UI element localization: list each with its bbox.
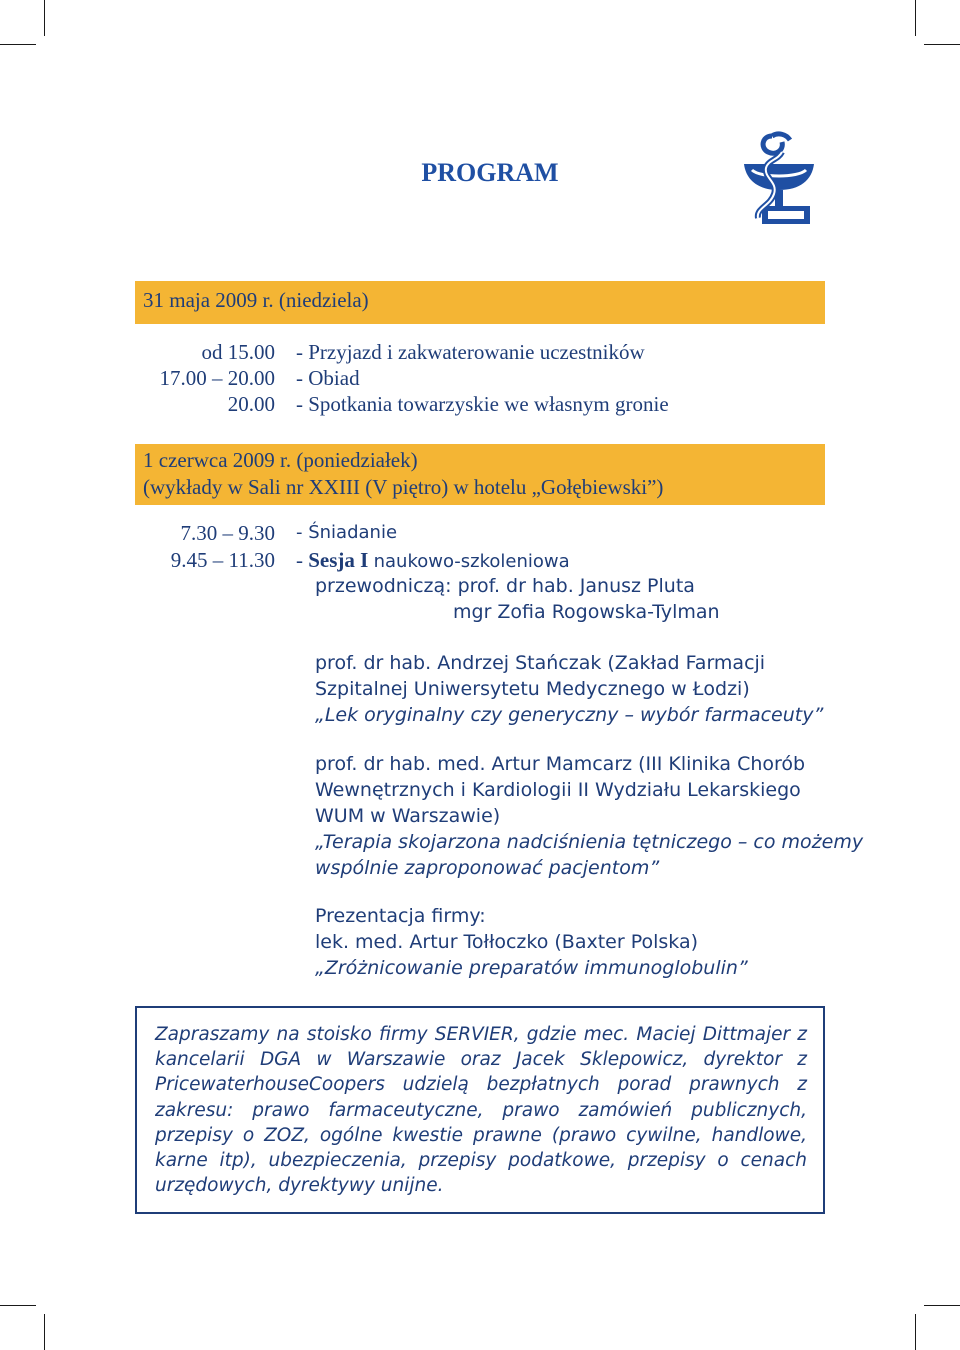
talk-affiliation: WUM w Warszawie) [315,805,501,827]
talk-title: wspólnie zaproponować pacjentom” [315,857,660,879]
crop-mark [924,1305,960,1306]
day-header: 31 maja 2009 r. (niedziela) [135,281,825,324]
notice-text: Zapraszamy na stoisko firmy SERVIER, gdzie mec. Maciej Dittmajer z kancelarii DGA w Warszawie oraz Jacek Sklepowicz, dyrektor z PricewaterhouseCoopers udzielą bezpłatnych porad prawnych z zakresu: prawo farmaceutyczne, prawo zamówień publicznych, przepisy o ZOZ, ogólne kwestie prawne (prawo cywilne, handlowe, karne itp), ubezpieczenia, przepisy podatkowe, przepisy o cenach urzędowych, dyrektywy unijne. [155,1024,807,1197]
talk [315,650,823,728]
session-chairs [315,573,720,625]
session-heading [296,548,570,573]
schedule-time: 17.00 – 20.00 [159,366,275,390]
crop-mark [44,0,45,36]
session-desc: naukowo-szkoleniowa [373,551,570,572]
crop-mark [924,44,960,45]
page-title: PROGRAM [421,158,559,187]
notice-box [135,1006,825,1214]
crop-mark [915,1314,916,1350]
talk-title: „Lek oryginalny czy generyczny – wybór farmaceuty” [315,704,824,726]
talk-speaker: lek. med. Artur Tołłoczko (Baxter Polska) [315,931,699,953]
schedule-time: 20.00 [227,392,275,416]
schedule-item: - Przyjazd i zakwaterowanie uczestników [296,340,645,364]
talk-speaker: prof. dr hab. Andrzej Stańczak (Zakład Farmacji [315,652,766,674]
crop-mark [44,1314,45,1350]
talk [315,903,748,981]
presentation-label: Prezentacja firmy: [315,905,486,927]
schedule-time: 7.30 – 9.30 [180,521,275,545]
bowl-of-hygieia-icon [738,130,820,230]
talk-affiliation: Wewnętrznych i Kardiologii II Wydziału Lekarskiego [315,779,801,801]
schedule-item: - Spotkania towarzyskie we własnym gronie [296,392,669,416]
day-header-date: 1 czerwca 2009 r. (poniedziałek) [143,448,418,472]
talk-title: „Zróżnicowanie preparatów immunoglobulin” [315,957,748,979]
crop-mark [915,0,916,36]
session-label: Sesja I [308,548,369,572]
chair-name: prof. dr hab. Janusz Pluta [457,575,695,597]
crop-mark [0,44,36,45]
day-header-venue: (wykłady w Sali nr XXIII (V piętro) w hotelu „Gołębiewski”) [143,475,664,499]
chairs-label: przewodniczą: [315,575,452,597]
chair-name: mgr Zofia Rogowska-Tylman [453,601,720,623]
session-dash: - [296,548,303,572]
talk-title: „Terapia skojarzona nadciśnienia tętniczego – co możemy [315,831,864,853]
schedule-time: 9.45 – 11.30 [170,548,275,572]
schedule-time: od 15.00 [201,340,275,364]
talk [315,751,863,881]
crop-mark [0,1305,36,1306]
talk-affiliation: Szpitalnej Uniwersytetu Medycznego w Łodzi) [315,678,750,700]
schedule-item: - Obiad [296,366,360,390]
talk-speaker: prof. dr hab. med. Artur Mamcarz (III Klinika Chorób [315,753,806,775]
day-header [135,444,825,505]
schedule-item: - Śniadanie [296,522,398,543]
